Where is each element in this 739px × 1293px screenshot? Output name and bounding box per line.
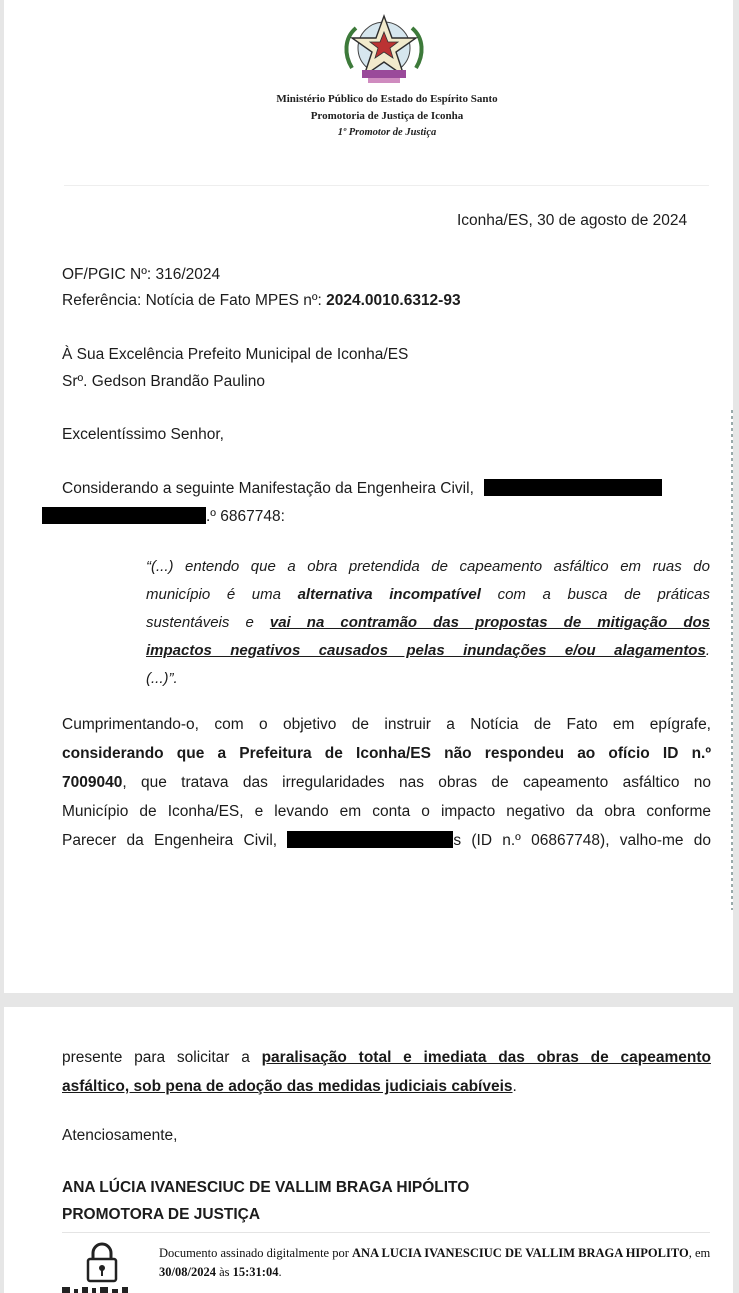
date-line: Iconha/ES, 30 de agosto de 2024 — [457, 212, 688, 229]
request-underlined: paralisação total e imediata das obras de capeamento — [261, 1049, 711, 1066]
quote-line: sustentáveis e vai na contramão das propostas de mitigação dos — [146, 614, 710, 631]
coat-of-arms-emblem — [334, 10, 434, 90]
signature-divider — [62, 1232, 710, 1233]
reference-label: Referência: Notícia de Fato MPES nº: — [62, 292, 327, 309]
request-paragraph — [62, 1043, 711, 1101]
body-paragraph — [62, 710, 711, 855]
quote-line: “(...) entendo que a obra pretendida de capeamento asfáltico em ruas do — [146, 558, 710, 575]
redaction-bar — [42, 507, 206, 524]
header-divider — [64, 185, 709, 186]
signer-title: PROMOTORA DE JUSTIÇA — [62, 1206, 261, 1223]
side-validation-stamp — [728, 410, 733, 910]
quote-underlined: vai na contramão das propostas de mitigação dos — [269, 614, 710, 631]
body-line: Cumprimentando-o, com o objetivo de instruir a Notícia de Fato em epígrafe, — [62, 716, 711, 733]
body-line: asfáltico, sob pena de adoção das medidas judiciais cabíveis. — [62, 1078, 517, 1095]
document-page-2 — [4, 1007, 733, 1293]
quote-emphasis: alternativa incompatível — [297, 586, 481, 603]
signer-name: ANA LÚCIA IVANESCIUC DE VALLIM BRAGA HIPÓLITO — [62, 1179, 470, 1196]
header-line-office: Promotoria de Justiça de Iconha — [310, 110, 464, 122]
request-underlined: asfáltico, sob pena de adoção das medidas judiciais cabíveis — [62, 1078, 513, 1095]
qr-code-fragment — [62, 1287, 128, 1293]
closing: Atenciosamente, — [62, 1127, 178, 1144]
redaction-bar — [484, 479, 662, 496]
reference-number: 2024.0010.6312-93 — [326, 292, 461, 309]
quote-line: (...)”. — [146, 670, 178, 687]
redaction-bar — [287, 831, 453, 848]
recipient-title: À Sua Excelência Prefeito Municipal de Iconha/ES — [62, 346, 409, 363]
body-line: Município de Iconha/ES, e levando em conta o impacto negativo da obra conforme — [62, 803, 711, 820]
considerando-id-line — [42, 507, 285, 526]
oficio-number: OF/PGIC Nº: 316/2024 — [62, 266, 221, 283]
quote-underlined: impactos negativos causados pelas inundações e/ou alagamentos — [146, 642, 706, 659]
quote-line: município é uma alternativa incompatível com a busca de práticas — [146, 586, 710, 603]
body-line: 7009040, que tratava das irregularidades nas obras de capeamento asfáltico no — [62, 774, 711, 791]
quote-line: impactos negativos causados pelas inundações e/ou alagamentos. — [146, 642, 710, 659]
recipient-name: Srº. Gedson Brandão Paulino — [62, 373, 265, 390]
header-line-role: 1º Promotor de Justiça — [337, 127, 437, 138]
body-line: considerando que a Prefeitura de Iconha/ES não respondeu ao ofício ID n.º — [62, 745, 711, 762]
body-line: presente para solicitar a paralisação total e imediata das obras de capeamento — [62, 1049, 711, 1066]
considerando-line — [62, 479, 662, 498]
considerando-text: Considerando a seguinte Manifestação da Engenheira Civil, — [62, 480, 474, 497]
digital-signature-note: Documento assinado digitalmente por ANA LUCIA IVANESCIUC DE VALLIM BRAGA HIPOLITO, em 30/08/2024 às 15:31:04. — [159, 1246, 711, 1279]
header-line-institution: Ministério Público do Estado do Espírito Santo — [276, 93, 498, 105]
lock-icon — [82, 1241, 122, 1283]
reference-line — [62, 292, 461, 310]
considerando-id: .º 6867748: — [206, 508, 285, 525]
document-page-1 — [4, 0, 733, 993]
body-line: Parecer da Engenheira Civil, s (ID n.º 06867748), valho-me do — [62, 832, 711, 849]
engineer-quote — [146, 553, 710, 693]
salutation: Excelentíssimo Senhor, — [62, 426, 224, 443]
